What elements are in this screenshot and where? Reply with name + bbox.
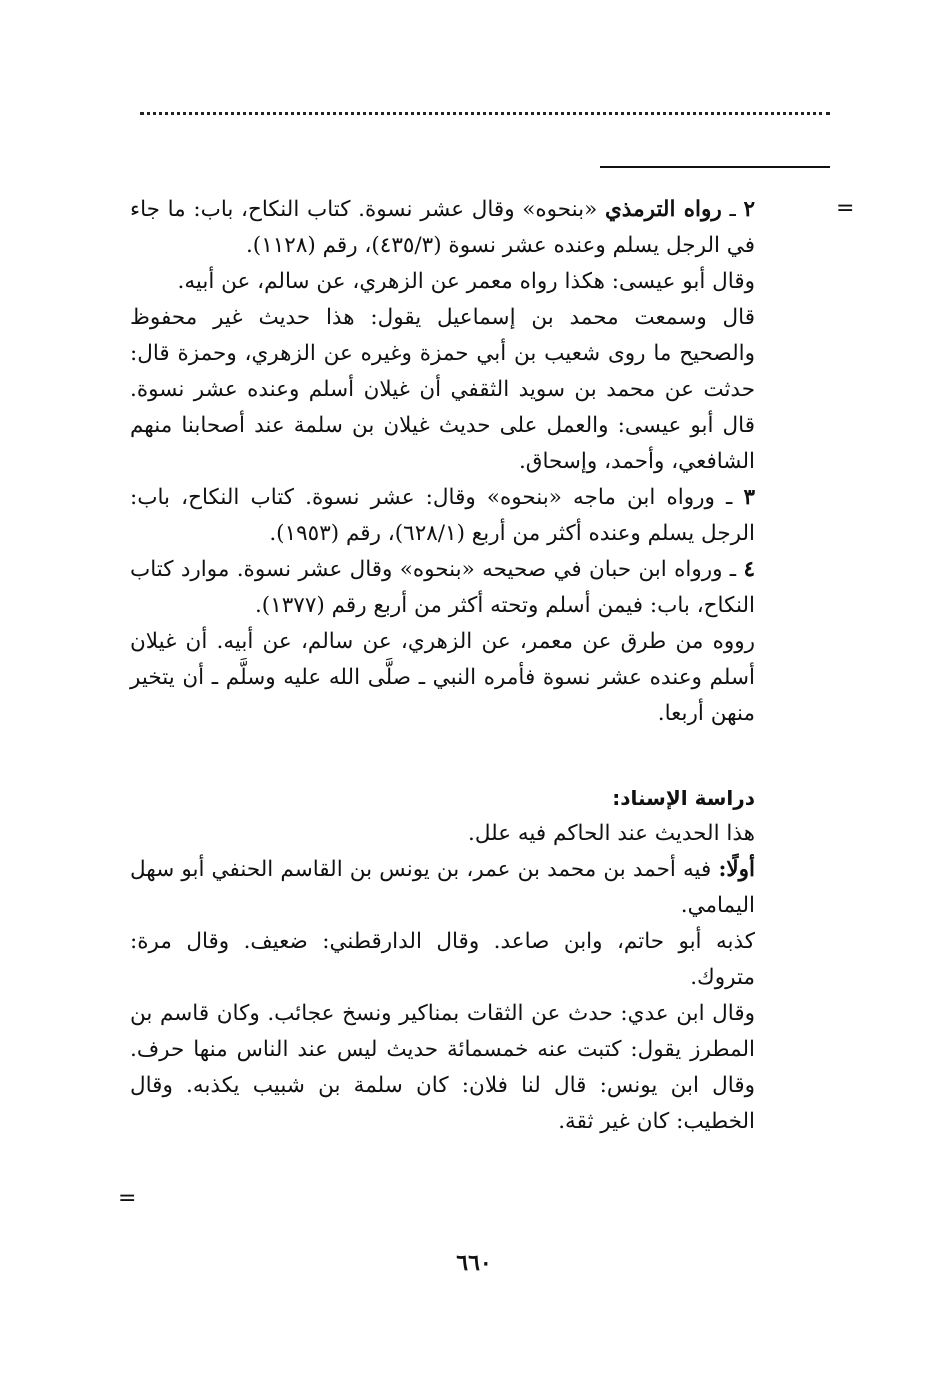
continuation-mark-bottom: = xyxy=(118,1186,137,1211)
study-paragraph-3: وقال ابن عدي: حدث عن الثقات بمناكير ونسخ عجائب. وكان قاسم بن المطرز يقول: كتبت عنه خمسمائة حديث ليس عند الناس منها حرف. وقال ابن يونس: قال لنا فلان: كان سلمة بن شبيب يكذبه. وقال الخطيب: كان غير ثقة. xyxy=(130,1001,755,1134)
footnote-number: ٣ xyxy=(743,485,756,510)
footnote-2 xyxy=(130,192,755,264)
footnote-number: ٢ xyxy=(743,197,756,222)
continuation-mark-top: = xyxy=(836,196,855,221)
footnote-source: رواه الترمذي xyxy=(604,197,722,222)
dotted-separator xyxy=(140,112,830,125)
study-first-point xyxy=(130,852,755,924)
first-label: أولًا: xyxy=(718,857,755,882)
first-text: فيه أحمد بن محمد بن عمر، بن يونس بن القاسم الحنفي أبو سهل اليمامي. xyxy=(130,857,755,918)
footnote-dash: ـ xyxy=(722,557,744,582)
footnote-number: ٤ xyxy=(743,557,755,582)
section-heading: دراسة الإسناد: xyxy=(612,786,755,810)
footnote-dash: ـ xyxy=(721,197,744,222)
tirmidhi-comment: وقال أبو عيسى: هكذا رواه معمر عن الزهري، عن سالم، عن أبيه. xyxy=(177,269,755,294)
study-intro: هذا الحديث عند الحاكم فيه علل. xyxy=(467,821,755,846)
footnote-rule xyxy=(600,166,830,168)
routes-paragraph: رووه من طرق عن معمر، عن الزهري، عن سالم، عن أبيه. أن غيلان أسلم وعنده عشر نسوة فأمره النبي ـ صلَّى الله عليه وسلَّم ـ أن يتخير منهن أربعا. xyxy=(130,629,755,726)
footnote-dash: ـ xyxy=(714,485,744,510)
footnote-4 xyxy=(130,552,755,624)
page-body xyxy=(130,192,755,1140)
footnote-3 xyxy=(130,480,755,552)
bukhari-comment: قال وسمعت محمد بن إسماعيل يقول: هذا حديث غير محفوظ والصحيح ما روى شعيب بن أبي حمزة وغيره عن الزهري، وحمزة قال: حدثت عن محمد بن سويد الثقفي أن غيلان أسلم وعنده عشر نسوة. قال أبو عيسى: والعمل على حديث غيلان بن سلمة عند أصحابنا منهم الشافعي، وأحمد، وإسحاق. xyxy=(130,305,755,474)
page-number: ٦٦٠ xyxy=(456,1250,492,1276)
study-paragraph-2: كذبه أبو حاتم، وابن صاعد. وقال الدارقطني: ضعيف. وقال مرة: متروك. xyxy=(130,929,755,990)
footnote-text: ورواه ابن ماجه «بنحوه» وقال: عشر نسوة. كتاب النكاح، باب: الرجل يسلم وعنده أكثر من أربع (٦٢٨/١)، رقم (١٩٥٣). xyxy=(130,485,755,546)
section-gap xyxy=(130,732,755,780)
footnote-text: ورواه ابن حبان في صحيحه «بنحوه» وقال عشر نسوة. موارد كتاب النكاح، باب: فيمن أسلم وتحته أكثر من أربع رقم (١٣٧٧). xyxy=(130,557,755,618)
footnote-text: «بنحوه» وقال عشر نسوة. كتاب النكاح، باب: ما جاء في الرجل يسلم وعنده عشر نسوة (٤٣٥/٣)، رقم (١١٢٨). xyxy=(130,197,755,258)
